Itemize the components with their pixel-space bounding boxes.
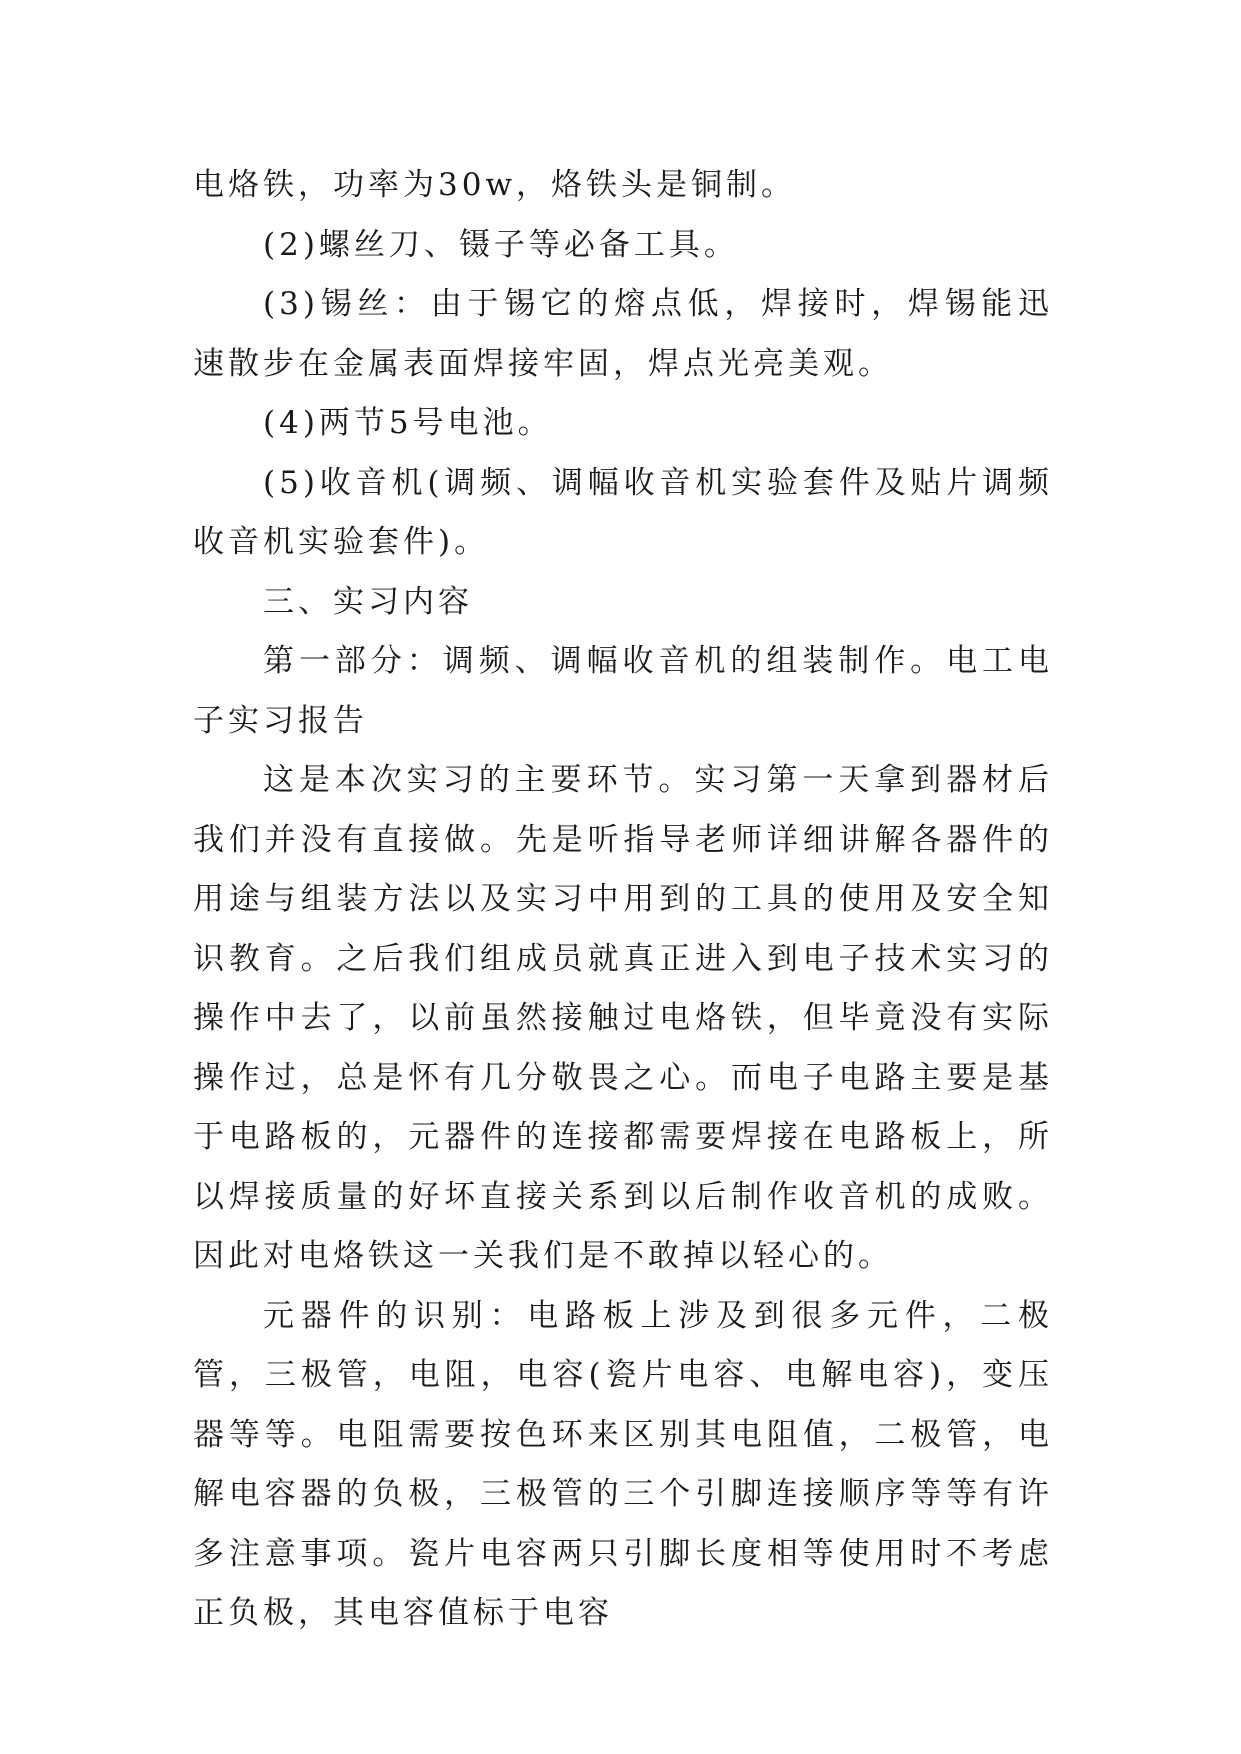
section-heading-practice-content: 三、实习内容 <box>263 583 473 620</box>
paragraph-item-5-radio-kit: (5)收音机(调频、调幅收音机实验套件及贴片调频收音机实验套件)。 <box>193 464 1053 560</box>
paragraph-item-4-batteries: (4)两节5号电池。 <box>263 405 553 441</box>
paragraph-soldering-iron: 电烙铁，功率为30w，烙铁头是铜制。 <box>193 167 796 203</box>
paragraph-main-practice: 这是本次实习的主要环节。实习第一天拿到器材后我们并没有直接做。先是听指导老师详细讲解各器件的用途与组装方法以及实习中用到的工具的使用及安全知识教育。之后我们组成员就真正进入到电子技术实习的操作中去了，以前虽然接触过电烙铁，但毕竟没有实际操作过，总是怀有几分敬畏之心。而电子电路主要是基于电路板的，元器件的连接都需要焊接在电路板上，所以焊接质量的好坏直接关系到以后制作收音机的成败。因此对电烙铁这一关我们是不敢掉以轻心的。 <box>193 762 1053 1274</box>
paragraph-component-identification: 元器件的识别：电路板上涉及到很多元件，二极管，三极管，电阻，电容(瓷片电容、电解电容)，变压器等等。电阻需要按色环来区别其电阻值，二极管，电解电容器的负极，三极管的三个引脚连接顺序等等有许多注意事项。瓷片电容两只引脚长度相等使用时不考虑正负极，其电容值标于电容 <box>193 1297 1053 1631</box>
paragraph-item-3-solder-wire: (3)锡丝：由于锡它的熔点低，焊接时，焊锡能迅速散步在金属表面焊接牢固，焊点光亮美观。 <box>193 286 1053 382</box>
paragraph-item-2-tools: (2)螺丝刀、镊子等必备工具。 <box>263 226 739 263</box>
paragraph-part-one-title: 第一部分：调频、调幅收音机的组装制作。电工电子实习报告 <box>193 643 1053 739</box>
document-body <box>193 156 1053 1644</box>
